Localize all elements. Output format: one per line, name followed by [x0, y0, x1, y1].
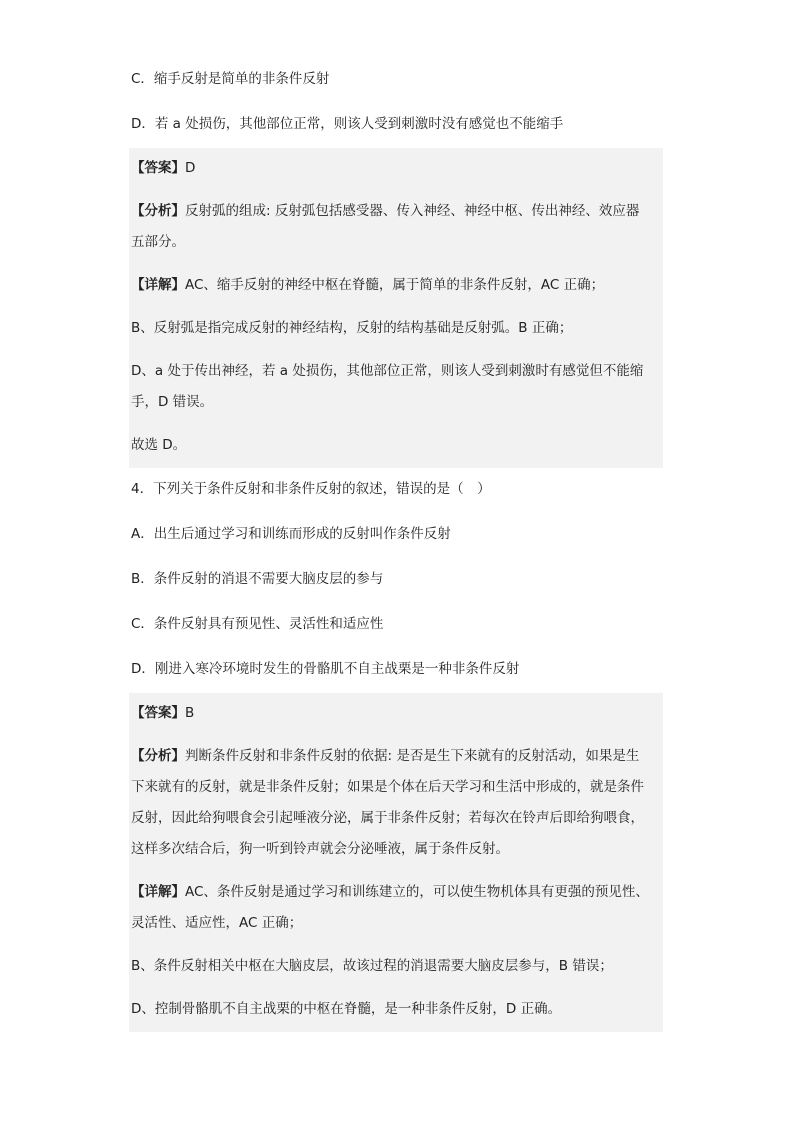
detail-b: [131, 308, 661, 351]
detail-d: [131, 989, 661, 1032]
detail-b-text: B、条件反射相关中枢在大脑皮层，故该过程的消退需要大脑皮层参与，B 错误；: [131, 958, 613, 974]
detail-paragraph: [131, 872, 661, 946]
detail-b-text: B、反射弧是指完成反射的神经结构，反射的结构基础是反射弧。B 正确；: [131, 320, 573, 336]
detail-b: [131, 946, 661, 989]
detail-d-text: D、a 处于传出神经，若 a 处损伤，其他部位正常，则该人受到刺激时有感觉但不能缩: [131, 363, 644, 379]
analysis-text: 反射，因此给狗喂食会引起唾液分泌，属于非条件反射；若每次在铃声后即给狗喂食，: [131, 810, 644, 826]
question-4-option-d: D．刚进入寒冷环境时发生的骨骼肌不自主战栗是一种非条件反射: [131, 661, 520, 677]
detail-d-text: D、控制骨骼肌不自主战栗的中枢在脊髓，是一种非条件反射，D 正确。: [131, 1001, 562, 1017]
analysis-paragraph: [131, 191, 661, 265]
detail-tag: 【详解】: [131, 884, 185, 900]
conclusion-text: 故选 D。: [131, 437, 187, 453]
analysis-text: 下来就有的反射，就是非条件反射；如果是个体在后天学习和生活中形成的，就是条件: [131, 779, 644, 795]
option-d: D．若 a 处损伤，其他部位正常，则该人受到刺激时没有感觉也不能缩手: [131, 116, 564, 132]
option-c: C．缩手反射是简单的非条件反射: [131, 71, 330, 87]
analysis-text: 反射弧的组成: 反射弧包括感受器、传入神经、神经中枢、传出神经、效应器: [185, 203, 640, 219]
document-page: [131, 58, 663, 1032]
detail-tag: 【详解】: [131, 277, 185, 293]
analysis-paragraph: [131, 736, 661, 872]
answer-tag: 【答案】: [131, 705, 185, 721]
answer-line: [131, 693, 661, 736]
detail-paragraph: [131, 265, 661, 308]
detail-d-text: 手，D 错误。: [131, 394, 214, 410]
detail-d: [131, 351, 661, 425]
detail-text: AC、缩手反射的神经中枢在脊髓，属于简单的非条件反射，AC 正确；: [185, 277, 605, 293]
answer-tag: 【答案】: [131, 160, 185, 176]
answer-line: [131, 148, 661, 191]
conclusion: [131, 425, 661, 468]
detail-text: 灵活性、适应性，AC 正确；: [131, 915, 303, 931]
analysis-text: 五部分。: [131, 234, 185, 250]
analysis-text: 判断条件反射和非条件反射的依据: 是否是生下来就有的反射活动，如果是生: [185, 748, 640, 764]
question-4-option-c: C．条件反射具有预见性、灵活性和适应性: [131, 616, 384, 632]
question-4-option-b: B．条件反射的消退不需要大脑皮层的参与: [131, 571, 384, 587]
analysis-text: 这样多次结合后，狗一听到铃声就会分泌唾液，属于条件反射。: [131, 841, 509, 857]
analysis-tag: 【分析】: [131, 748, 185, 764]
question-4-option-a: A．出生后通过学习和训练而形成的反射叫作条件反射: [131, 526, 451, 542]
analysis-tag: 【分析】: [131, 203, 185, 219]
answer-block-1: [129, 148, 663, 468]
answer-value: D: [185, 160, 196, 176]
answer-value: B: [185, 705, 195, 721]
question-4-stem: 4．下列关于条件反射和非条件反射的叙述，错误的是（ ）: [131, 481, 491, 497]
answer-block-4: [129, 693, 663, 1032]
detail-text: AC、条件反射是通过学习和训练建立的，可以使生物机体具有更强的预见性、: [185, 884, 649, 900]
